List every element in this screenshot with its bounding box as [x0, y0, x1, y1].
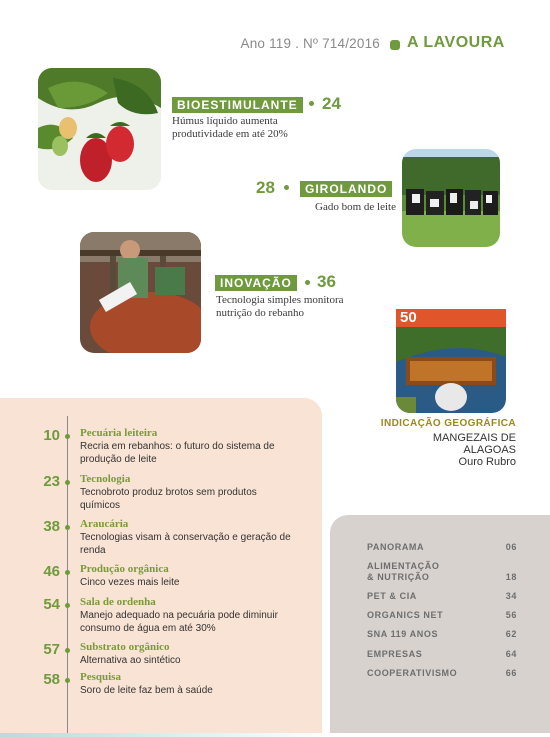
highlight-subtitle-line2: ALAGOAS [463, 444, 516, 456]
feature-page-28[interactable]: 28 [256, 178, 275, 197]
section-label: SNA 119 ANOS [367, 629, 439, 639]
toc-description: Cinco vezes mais leite [80, 577, 180, 588]
toc-description: Tecnologias visam à conservação e geração de renda [80, 532, 291, 556]
toc-description: Alternativa ao sintético [80, 655, 181, 666]
highlight-subtitle-line1: MANGEZAIS DE [432, 432, 516, 444]
section-label: COOPERATIVISMO [367, 668, 458, 678]
feature-page-36[interactable]: 36 [317, 272, 336, 291]
toc-rule [67, 416, 68, 736]
feature-caption-bioestimulante: Húmus líquido aumenta produtividade em até 20% [172, 115, 288, 140]
tag-bullet-icon [305, 280, 310, 285]
section-page: 56 [505, 610, 517, 620]
magazine-title: A LAVOURA [407, 34, 505, 51]
toc-section: Araucária [80, 518, 129, 530]
page-header [0, 34, 550, 56]
toc-page-number: 57 [43, 641, 60, 658]
cattle-illustration-icon [402, 149, 500, 247]
toc-page-number: 58 [43, 671, 60, 688]
footer-strip [0, 733, 550, 737]
cow-measurement-photo[interactable] [80, 232, 201, 353]
feature-caption-girolando: Gado bom de leite [315, 201, 396, 213]
toc-bullet-icon [65, 434, 70, 439]
section-label: ORGANICS NET [367, 610, 444, 620]
table-of-contents [0, 398, 322, 737]
highlight-title: INDICAÇÃO GEOGRÁFICA [380, 418, 516, 429]
section-page: 18 [505, 572, 517, 582]
tag-bullet-icon [309, 101, 314, 106]
issue-number: Ano 119 . Nº 714/2016 [240, 36, 380, 51]
brand-dot-icon [390, 40, 400, 50]
feature-page-24[interactable]: 24 [322, 94, 341, 113]
tag-bullet-icon [284, 185, 289, 190]
toc-bullet-icon [65, 603, 70, 608]
feature-tag-girolando[interactable]: GIROLANDO [300, 181, 392, 197]
section-label: ALIMENTAÇÃO & NUTRIÇÃO [367, 561, 440, 582]
toc-page-number: 54 [43, 596, 60, 613]
feature-caption-inovacao: Tecnologia simples monitora nutrição do rebanho [216, 294, 344, 319]
highlight-subtitle-line3: Ouro Rubro [458, 456, 516, 468]
toc-section: Pesquisa [80, 671, 121, 683]
toc-bullet-icon [65, 525, 70, 530]
section-label: EMPRESAS [367, 649, 423, 659]
toc-bullet-icon [65, 570, 70, 575]
feature-tag-bioestimulante[interactable]: BIOESTIMULANTE [172, 97, 303, 113]
toc-description: Recria em rebanhos: o futuro do sistema de produção de leite [80, 441, 275, 465]
strawberry-photo[interactable] [38, 68, 161, 190]
section-page: 64 [505, 649, 517, 659]
section-page: 34 [505, 591, 517, 601]
toc-section: Pecuária leiteira [80, 427, 158, 439]
section-label: PANORAMA [367, 542, 425, 552]
toc-section: Tecnologia [80, 473, 131, 485]
section-page: 06 [505, 542, 517, 552]
toc-bullet-icon [65, 480, 70, 485]
toc-bullet-icon [65, 648, 70, 653]
toc-description: Manejo adequado na pecuária pode diminuir consumo de água em até 30% [80, 610, 278, 634]
honey-frame-photo[interactable] [396, 327, 506, 413]
toc-section: Produção orgânica [80, 563, 169, 575]
section-page: 62 [505, 629, 517, 639]
cattle-photo[interactable] [402, 149, 500, 247]
toc-section: Sala de ordenha [80, 596, 156, 608]
sections-box [330, 515, 550, 737]
toc-section: Substrato orgânico [80, 641, 170, 653]
toc-page-number: 38 [43, 518, 60, 535]
toc-description: Soro de leite faz bem à saúde [80, 685, 213, 696]
section-page: 66 [505, 668, 517, 678]
feature-tag-inovacao[interactable]: INOVAÇÃO [215, 275, 297, 291]
strawberry-illustration-icon [38, 68, 161, 190]
highlight-page-badge[interactable]: 50 [396, 309, 506, 327]
toc-page-number: 10 [43, 427, 60, 444]
highlight-subtitle [370, 432, 516, 468]
toc-page-number: 23 [43, 473, 60, 490]
toc-description: Tecnobroto produz brotos sem produtos químicos [80, 487, 257, 511]
toc-page-number: 46 [43, 563, 60, 580]
honey-frame-illustration-icon [396, 327, 506, 413]
toc-bullet-icon [65, 678, 70, 683]
cow-measurement-illustration-icon [80, 232, 201, 353]
section-label: PET & CIA [367, 591, 417, 601]
